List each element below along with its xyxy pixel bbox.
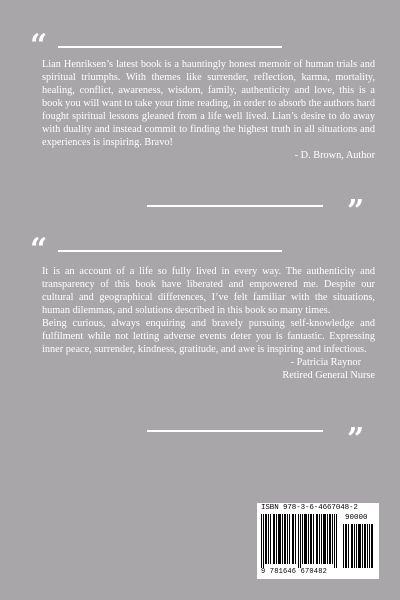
ean-digits: 9 781646 670482 [261,568,328,576]
isbn-barcode [257,503,379,579]
barcode-bars-icon [261,514,341,568]
close-quote-icon: ” [347,422,365,457]
price-code: 90000 [345,514,368,522]
review-paragraph: Being curious, always enquiring and bravely pursuing self-knowledge and fulfilment while not letting adverse events deter you is fantastic. Expressing inner peace, surrender, kindness, gratitude, and awe is inspiring and infectious. [42,318,375,355]
top-divider [58,250,282,252]
review-paragraph: It is an account of a life so fully lived in every way. The authenticity and transparency of this book have liberated and empowered me. Despite our cultural and geographical differences, I’ve felt familiar with the situations, human dilemmas, and solutions described in this book so many times. [42,266,375,316]
review-attribution-title: Retired General Nurse [282,370,375,381]
top-divider [58,46,282,48]
isbn-label: ISBN 978-3-6-4667048-2 [261,504,358,512]
bottom-divider [147,205,323,207]
review-text [42,58,375,162]
review-paragraph: Lian Henriksen’s latest book is a hauntingly honest memoir of human trials and spiritual triumphs. With themes like surrender, reflection, karma, mortality, healing, conflict, awareness, wisdom, family, authenticity and love, this is a book you will want to take your time reading, in order to absorb the authors hard fought spiritual lessons gleaned from a life well lived. Lian’s desire to do away with duality and instead commit to finding the highest truth in all situations and experiences is inspiring. Bravo! [42,59,375,148]
open-quote-icon: “ [30,28,48,63]
close-quote-icon: ” [347,194,365,229]
review-attribution: - D. Brown, Author [294,150,375,161]
review-text [42,265,375,382]
addon-bars-icon [343,524,375,568]
review-attribution-name: - Patricia Raynor [290,357,361,368]
bottom-divider [147,430,323,432]
open-quote-icon: “ [30,232,48,267]
